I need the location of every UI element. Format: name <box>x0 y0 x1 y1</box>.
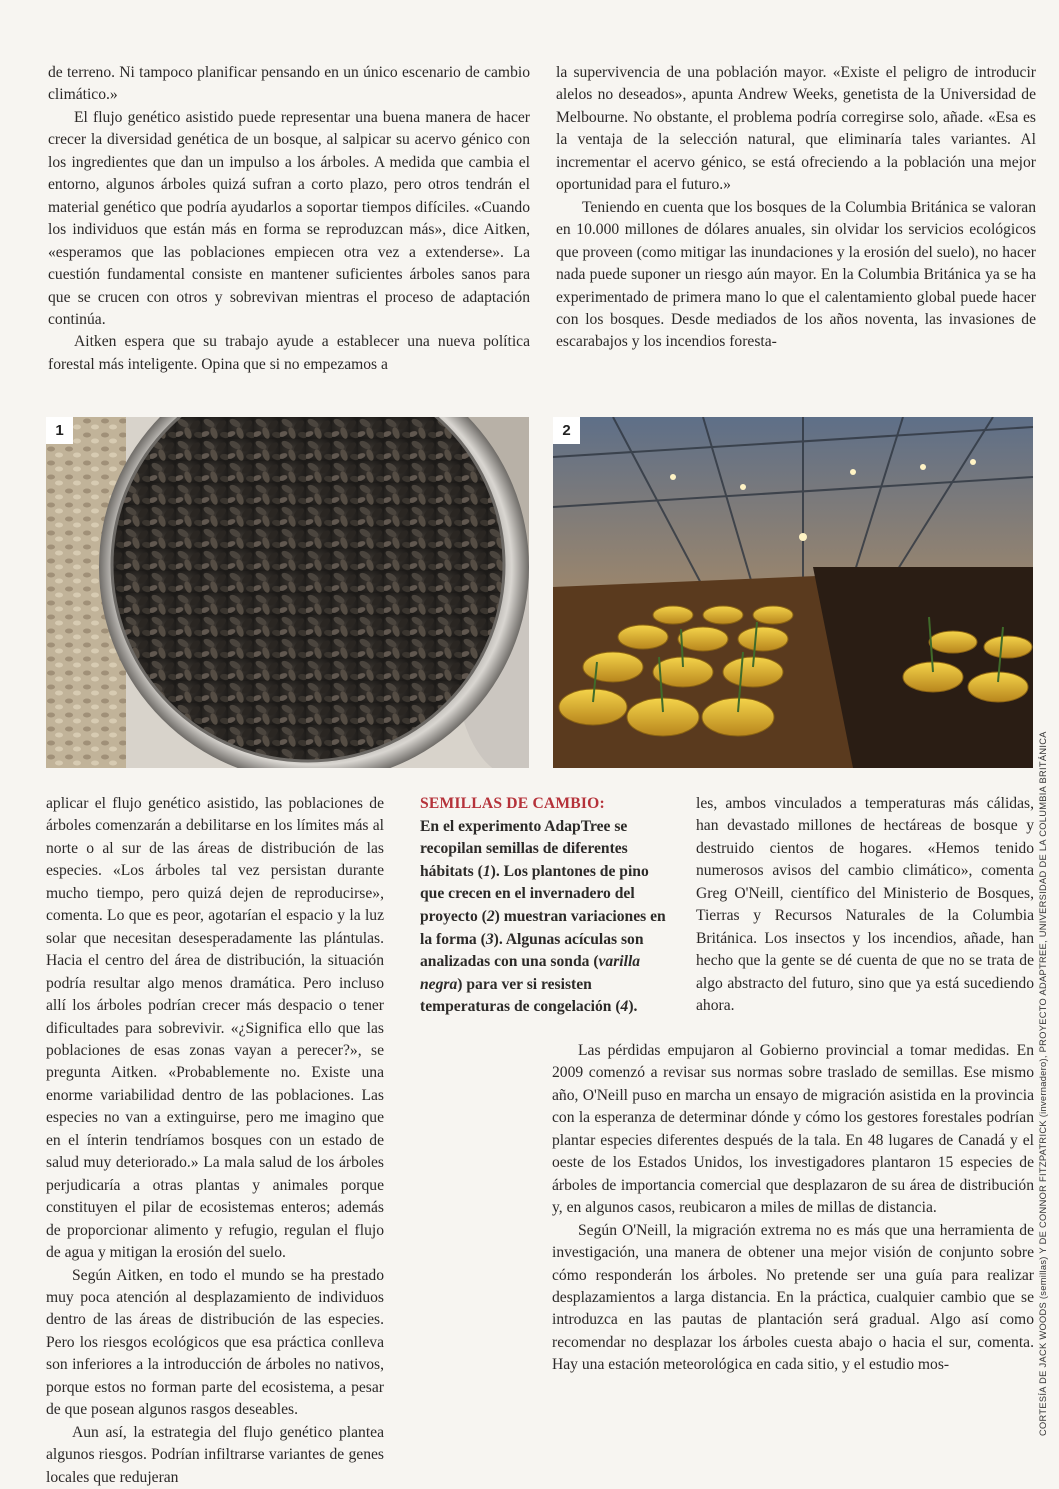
column-bottom-right-upper <box>696 793 1034 1018</box>
photo-caption <box>420 793 670 1019</box>
paragraph: Aitken espera que su trabajo ayude a establecer una nueva política forestal más inteligente. Opina que si no empezamos a <box>48 333 530 373</box>
caption-heading: SEMILLAS DE CAMBIO: <box>420 795 605 812</box>
paragraph: les, ambos vinculados a temperaturas más cálidas, han devastado millones de hectáreas de bosque y destruido cientos de hogares. «Hemos tenido numerosos avisos del cambio climático», comenta Greg O'Neill, científico del Ministerio de Bosques, Tierras y Recursos Naturales de la Columbia Británica. Los insectos y los incendios, añade, han hecho que la gente se dé cuenta de que no se trata de algo abstracto del futuro, sino que ya está sucediendo ahora. <box>696 795 1034 1015</box>
photo-credit: CORTESÍA DE JACK WOODS (semillas) Y DE CONNOR FITZPATRICK (invernadero), PROYECTO ADAPTREE, UNIVERSIDAD DE LA COLUMBIA BRITÁNICA <box>1038 731 1048 1436</box>
seeds-illustration <box>46 417 529 768</box>
column-bottom-left <box>46 793 384 1489</box>
paragraph: Teniendo en cuenta que los bosques de la Columbia Británica se valoran en 10.000 millones de dólares anuales, sin olvidar los servicios ecológicos que proveen (como mitigar las inundaciones y la erosión del suelo), no hacer nada puede suponer un riesgo aún mayor. En la Columbia Británica ya se ha experimentado de primera mano lo que el calentamiento global puede hacer con los bosques. Desde mediados de los años noventa, las invasiones de escarabajos y los incendios foresta- <box>556 198 1036 351</box>
paragraph: Según Aitken, en todo el mundo se ha prestado muy poca atención al desplazamiento de individuos dentro de las áreas de distribución de las especies. Pero los riesgos ecológicos que esa práctica conlleva son inferiores a la introducción de árboles no nativos, porque estos no forman parte del ecosistema, a pesar de que posean algunos rasgos deseables. <box>46 1266 384 1419</box>
photo-number-badge: 1 <box>46 417 73 444</box>
photo-number-badge: 2 <box>553 417 580 444</box>
paragraph: Las pérdidas empujaron al Gobierno provincial a tomar medidas. En 2009 comenzó a revisar sus normas sobre traslado de semillas. Ese mismo año, O'Neill puso en marcha un ensayo de migración asistida en la provincia con la esperanza de determinar dónde y cómo los gestores forestales podrían plantar especies diferentes después de la tala. En 48 lugares de Canadá y el oeste de los Estados Unidos, los investigadores plantaron 15 especies de árboles de importancia comercial que desplazaron de su área de distribución y, en algunos casos, reubicaron a miles de millas de distancia. <box>552 1042 1034 1217</box>
column-bottom-right-lower <box>552 1040 1034 1377</box>
paragraph: El flujo genético asistido puede representar una buena manera de hacer crecer la diversidad genética de un bosque, al salpicar su acervo génico con los ingredientes que dan un impulso a los árboles. A medida que cambia el entorno, algunos árboles quizá sufran a corto plazo, pero otros tendrán el material genético que podría ayudarlos a soportar tiempos difíciles. «Cuando los individuos que están más en forma se reproduzcan más», dice Aitken, «esperamos que las poblaciones empiecen otra vez a extenderse». La cuestión fundamental consiste en mantener suficientes árboles sanos para que se crucen con otros y sobrevivan mientras el proceso de adaptación continúa. <box>48 108 530 328</box>
paragraph: aplicar el flujo genético asistido, las poblaciones de árboles comenzarán a debilitarse en los límites más al norte o al sur de las áreas de distribución de las especies. «Los árboles tal vez persistan durante mucho tiempo, pero quizá dejen de reproducirse», comenta. Lo que es peor, agotarían el espacio y la luz solar que necesitan desesperadamente las plántulas. Hacia el centro del área de distribución, la situación podría resultar algo menos dramática. Pero incluso allí los árboles podrían crecer más despacio o tener dificultades para sobrevivir. «¿Significa ello que las poblaciones de esas zonas vayan a perecer?», se pregunta Aitken. «Probablemente no. Existe una enorme variabilidad dentro de las poblaciones. Las especies no van a extinguirse, pero me imagino que en el ínterin tendríamos bosques con un estado de salud muy deteriorado.» La mala salud de los árboles perjudicaría a otras plantas y animales porque constituyen el pilar de ecosistemas enteros; además de proporcionar alimento y refugio, regulan el flujo de agua y mitigan la erosión del suelo. <box>46 795 384 1262</box>
paragraph: Aun así, la estrategia del flujo genético plantea algunos riesgos. Podrían infiltrarse variantes de genes locales que redujeran <box>46 1423 384 1486</box>
column-left-top <box>48 62 530 376</box>
seeds-photo <box>46 417 529 768</box>
greenhouse-photo <box>553 417 1033 768</box>
greenhouse-illustration <box>553 417 1033 768</box>
paragraph: la supervivencia de una población mayor. «Existe el peligro de introducir alelos no deseados», apunta Andrew Weeks, genetista de la Universidad de Melbourne. No obstante, el problema podría corregirse solo, añade. «Esa es la ventaja de la selección natural, que eliminaría tales variantes. Al incrementar el acervo génico, se está ofreciendo a la población una mejor oportunidad para el futuro.» <box>556 64 1036 194</box>
column-right-top <box>556 62 1036 354</box>
caption-text: En el experimento AdapTree se recopilan semillas de diferentes hábitats (1). Los plantones de pino que crecen en el invernadero del proyecto (2) muestran variaciones en la forma (3). Algunas acículas son analizadas con una sonda (varilla negra) para ver si resisten temperaturas de congelación (4). <box>420 817 666 1016</box>
paragraph: de terreno. Ni tampoco planificar pensando en un único escenario de cambio climático.» <box>48 64 530 104</box>
paragraph: Según O'Neill, la migración extrema no es más que una herramienta de investigación, una manera de obtener una mejor visión de conjunto sobre cómo responderán los árboles. No pretende ser una guía para realizar desplazamientos a larga distancia. En la práctica, cualquier cambio que se introduzca en las pautas de plantación será gradual. Algo así como recomendar no desplazar los árboles cuesta abajo o hacia el sur, comenta. Hay una estación meteorológica en cada sitio, y el estudio mos- <box>552 1221 1034 1374</box>
